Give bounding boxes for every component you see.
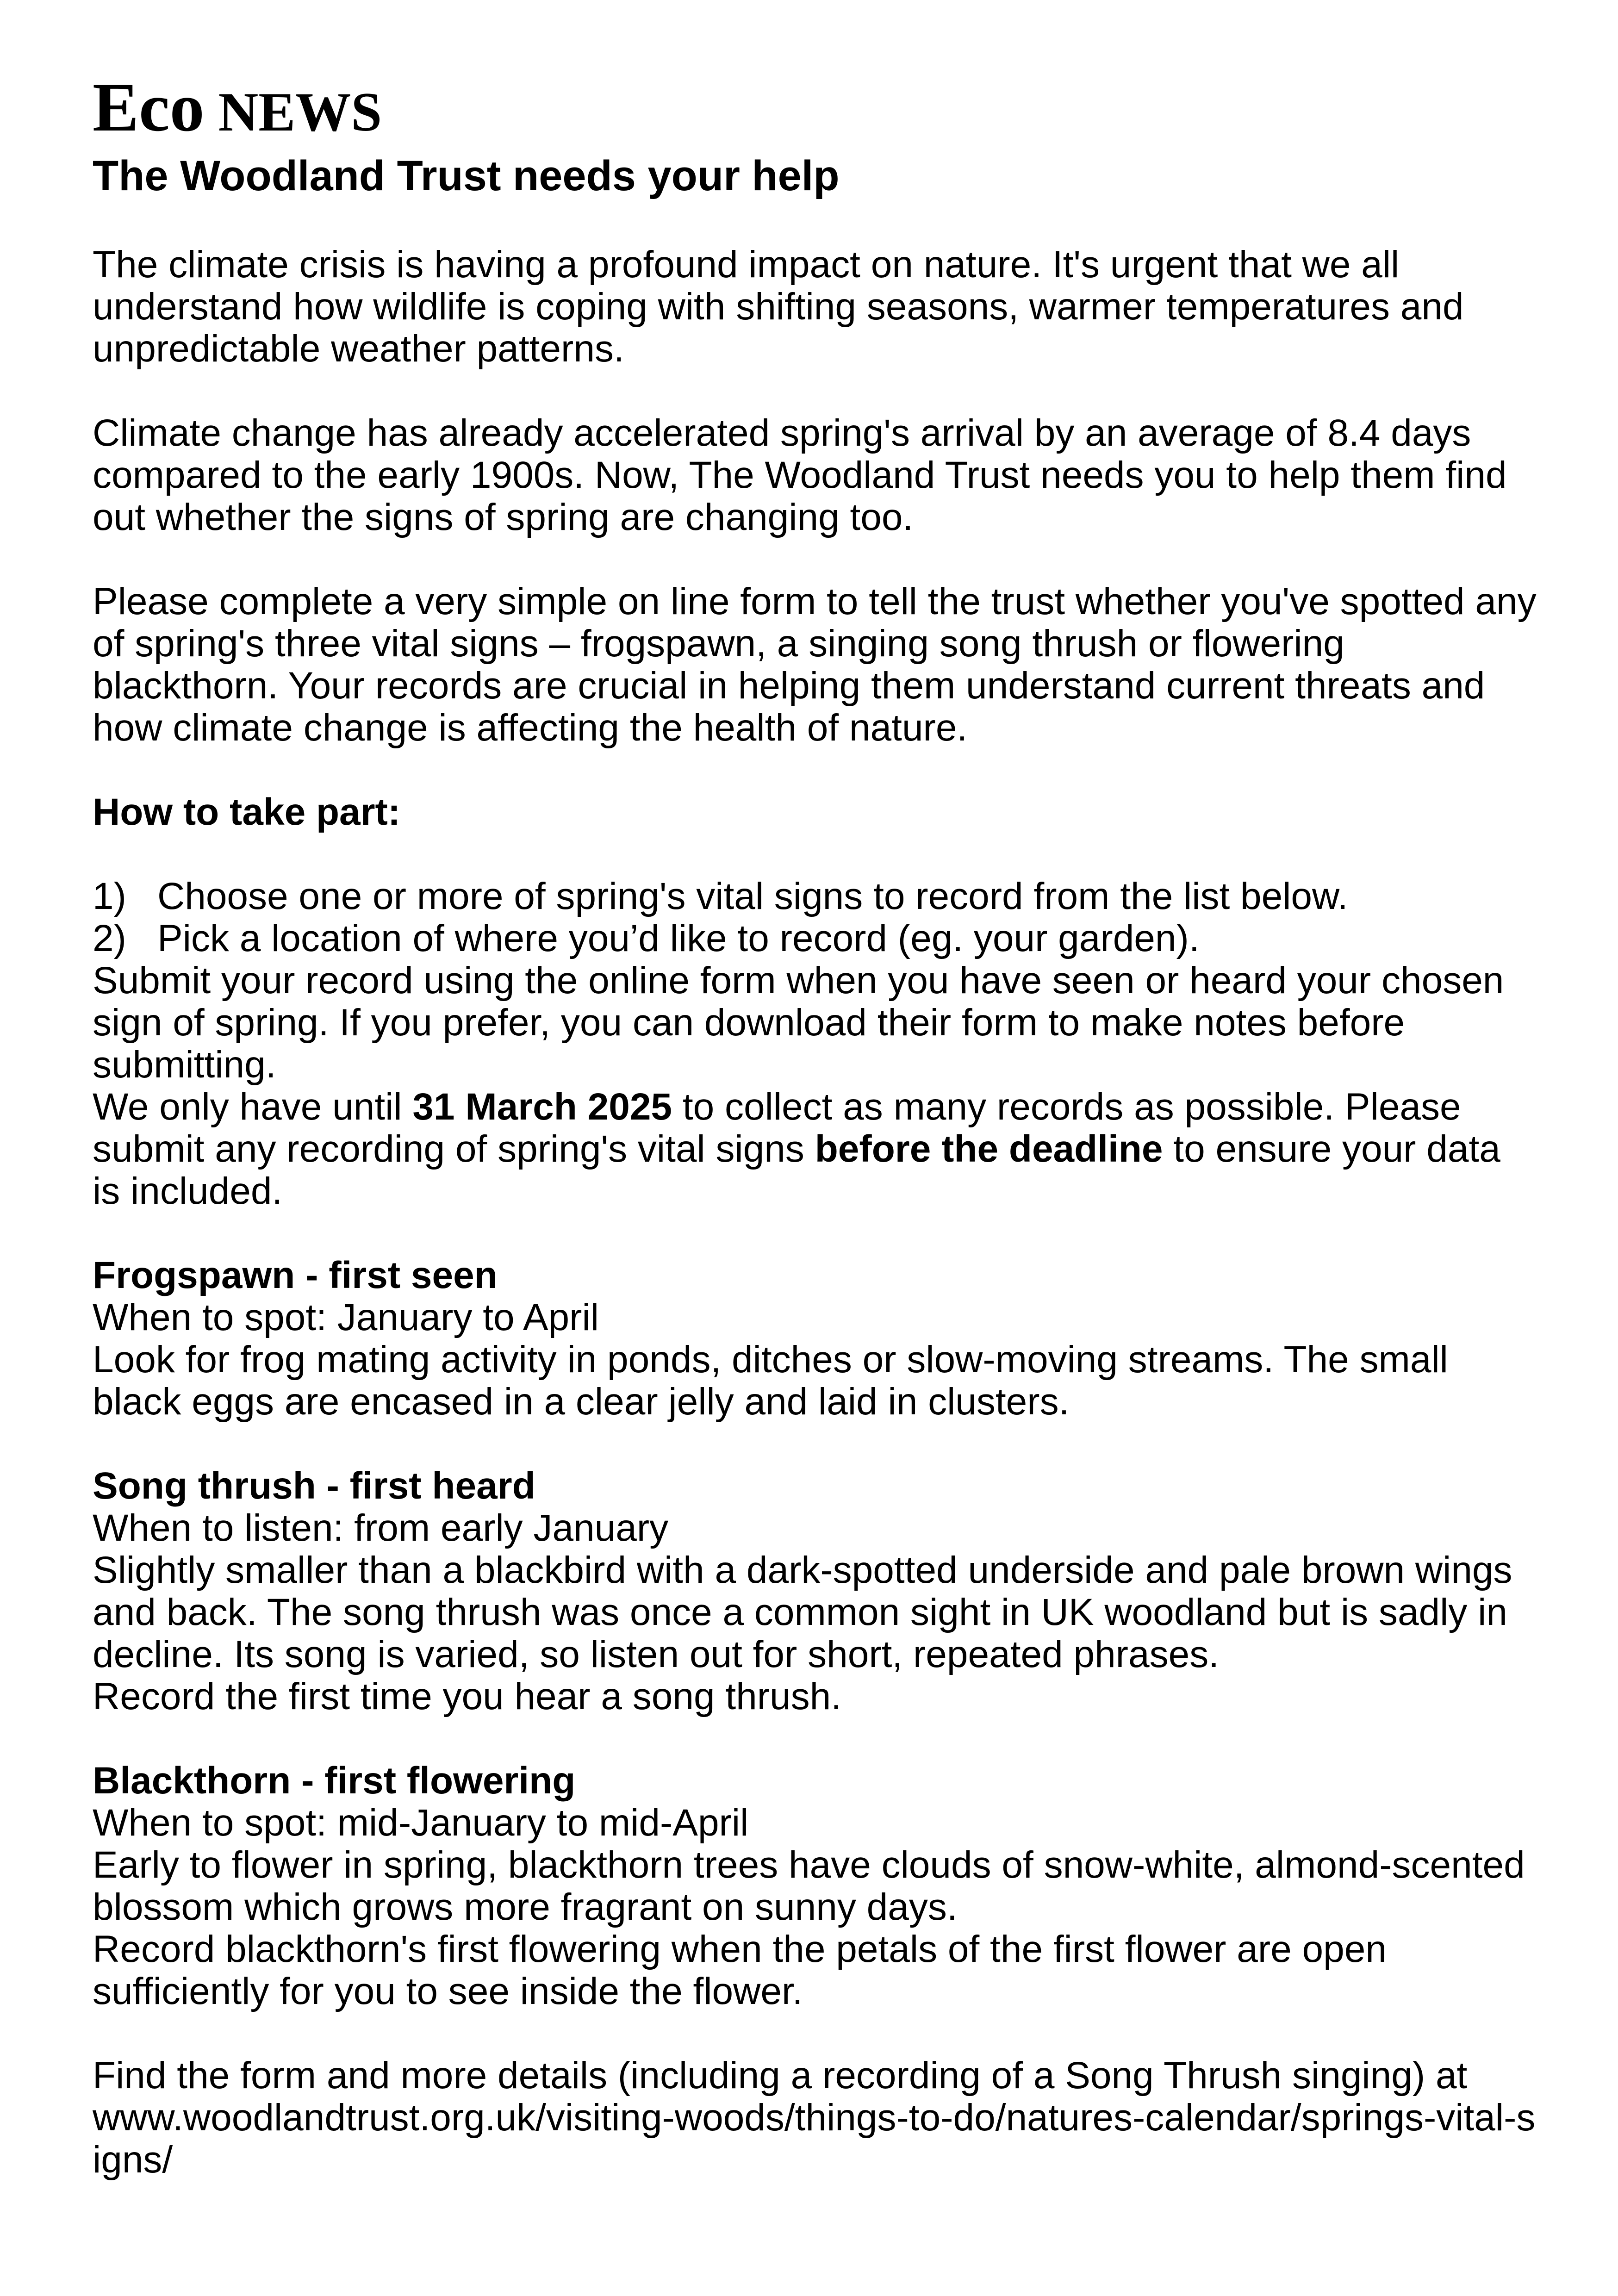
steps-list — [93, 875, 1537, 959]
footer-url: www.woodlandtrust.org.uk/visiting-woods/things-to-do/natures-calendar/springs-vital-signs/ — [93, 2097, 1536, 2181]
deadline-post: to ensure your data is included. — [93, 1128, 1500, 1213]
deadline-date: 31 March 2025 — [412, 1086, 672, 1128]
article-headline: The Woodland Trust needs your help — [93, 152, 840, 199]
frogspawn-when: When to spot: January to April — [93, 1296, 599, 1339]
step-item — [93, 875, 1537, 917]
song-thrush-record: Record the first time you hear a song thrush. — [93, 1675, 842, 1718]
blackthorn-when: When to spot: mid-January to mid-April — [93, 1802, 749, 1844]
intro-paragraph-3: Please complete a very simple on line form to tell the trust whether you've spotted any of spring's three vital signs – frogspawn, a singing song thrush or flowering blackthorn. Your records are crucial in helping them understand current threats and how climate change is affecting the health of nature. — [93, 580, 1537, 749]
masthead — [93, 69, 1537, 148]
intro-paragraph-2: Climate change has already accelerated spring's arrival by an average of 8.4 days compared to the early 1900s. Now, The Woodland Trust needs you to help them find out whether the signs of spring are changing too. — [93, 412, 1507, 539]
newsletter-page — [93, 69, 1537, 2181]
frogspawn-description: Look for frog mating activity in ponds, ditches or slow-moving streams. The small black eggs are encased in a clear jelly and laid in clusters. — [93, 1338, 1448, 1423]
step-text: Pick a location of where you’d like to record (eg. your garden). — [157, 917, 1200, 960]
intro-paragraph-1: The climate crisis is having a profound impact on nature. It's urgent that we all understand how wildlife is coping with shifting seasons, warmer temperatures and unpredictable weather patterns. — [93, 243, 1464, 370]
frogspawn-heading: Frogspawn - first seen — [93, 1254, 498, 1297]
blackthorn-record: Record blackthorn's first flowering when the petals of the first flower are open sufficiently for you to see inside the flower. — [93, 1928, 1387, 2013]
song-thrush-description: Slightly smaller than a blackbird with a dark-spotted underside and pale brown wings and back. The song thrush was once a common sight in UK woodland but is sadly in decline. Its song is varied, so listen out for short, repeated phrases. — [93, 1549, 1512, 1676]
step-text: Choose one or more of spring's vital signs to record from the list below. — [157, 875, 1348, 918]
deadline-mid: to collect as many records as possible. Please submit any recording of spring's vital signs — [93, 1086, 1461, 1170]
how-to-heading: How to take part: — [93, 791, 401, 834]
blackthorn-description: Early to flower in spring, blackthorn trees have clouds of snow-white, almond-scented blossom which grows more fragrant on sunny days. — [93, 1844, 1525, 1929]
masthead-news: NEWS — [218, 81, 382, 143]
step-item — [93, 917, 1537, 959]
step-number: 1) — [93, 875, 126, 918]
deadline-pre: We only have until — [93, 1086, 413, 1128]
deadline-paragraph — [93, 1086, 1537, 1212]
submit-instructions: Submit your record using the online form when you have seen or heard your chosen sign of spring. If you prefer, you can download their form to make notes before submitting. — [93, 959, 1504, 1086]
footer-text: Find the form and more details (including a recording of a Song Thrush singing) at — [93, 2054, 1468, 2097]
step-number: 2) — [93, 917, 126, 960]
song-thrush-heading: Song thrush - first heard — [93, 1465, 535, 1507]
masthead-eco: Eco — [93, 69, 205, 146]
deadline-emphasis: before the deadline — [815, 1128, 1163, 1170]
song-thrush-when: When to listen: from early January — [93, 1507, 669, 1549]
article-body — [93, 243, 1537, 2181]
blackthorn-heading: Blackthorn - first flowering — [93, 1760, 576, 1802]
